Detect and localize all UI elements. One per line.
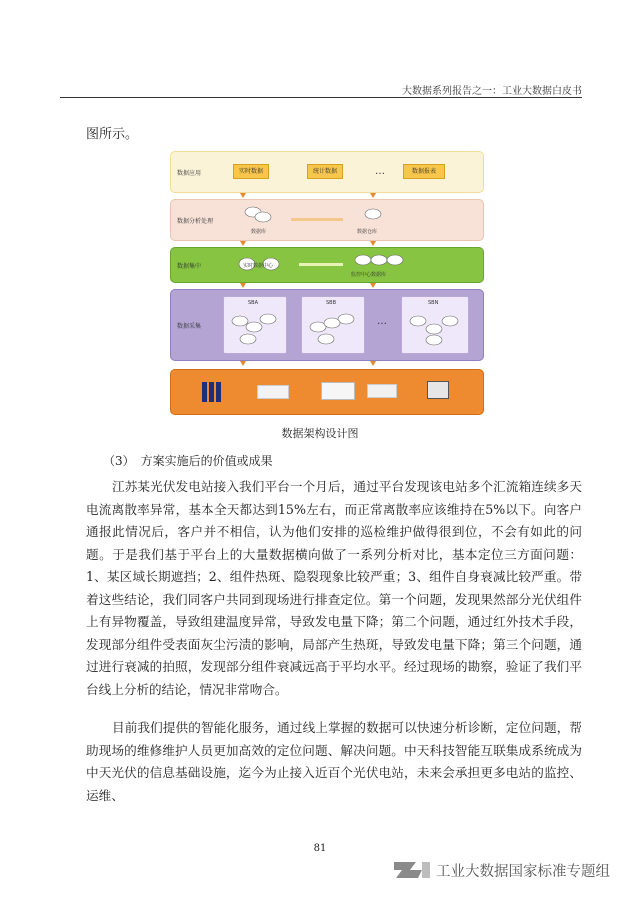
arrow-icon — [240, 283, 246, 288]
region-label: SBN — [428, 300, 439, 306]
monitor-db-icon — [353, 250, 409, 270]
realtime-center-label: 实时数据中心 — [243, 263, 274, 269]
region-sbn — [401, 296, 469, 354]
ellipsis: … — [377, 316, 387, 327]
arrow-icon — [370, 361, 376, 366]
layer-label: 数据应用 — [177, 170, 202, 177]
arrow-icon — [370, 241, 376, 246]
region-sba — [223, 296, 287, 354]
monitor-db-label: 监控中心数据库 — [351, 272, 387, 278]
layer-label: 数据集中 — [177, 263, 202, 270]
paragraph: 目前我们提供的智能化服务，通过线上掌握的数据可以快速分析诊断，定位问题，帮助现场的维修维护人员更加高效的定位问题、解决问题。中天科技智能互联集成系统成为中天光伏的信息基础设施，迄今为止接入近百个光伏电站，未来会承担更多电站的监控、运维、 — [86, 720, 582, 803]
weather-station-icon — [427, 381, 449, 399]
flow-arrow — [291, 218, 343, 221]
data-architecture-diagram — [170, 151, 486, 419]
running-header: 大数据系列报告之一：工业大数据白皮书 — [402, 86, 582, 97]
ellipsis: … — [375, 166, 385, 177]
database-icon — [243, 204, 273, 226]
arrow-icon — [370, 193, 376, 198]
region-label: SBB — [326, 300, 337, 306]
layer-devices — [170, 369, 484, 415]
collector-db-icon — [228, 309, 282, 349]
arrow-icon — [240, 193, 246, 198]
warehouse-icon — [361, 204, 385, 226]
chip-report: 数据报表 — [403, 164, 445, 179]
arrow-icon — [240, 361, 246, 366]
arrow-icon — [240, 241, 246, 246]
layer-label: 数据采集 — [177, 323, 202, 330]
layer-label: 数据分析处理 — [177, 218, 214, 225]
paragraph: 江苏某光伏发电站接入我们平台一个月后，通过平台发现该电站多个汇流箱连续多天电流离散率异常，基本全天都达到15%左右，而正常离散率应该维持在5%以下。向客户通报此情况后，客户并不相信，认为他们安排的巡检维护做得很到位，不会有如此的问题。于是我们基于平台上的大量数据横向做了一系列分析对比，基本定位三方面问题：1、某区域长期遮挡；2、组件热斑、隐裂现象比较严重；3、组件自身衰减比较严重。带着这些结论，我们同客户共同到现场进行排查定位。第一个问题，发现果然部分光伏组件上有异物覆盖，导致组建温度异常，导致发电量下降；第二个问题，通过红外技术手段，发现部分组件受表面灰尘污渍的影响，局部产生热斑，导致发电量下降；第三个问题，通过进行衰减的拍照，发现部分组件衰减远高于平均水平。经过现场的勘察，验证了我们平台线上分析的结论，情况非常吻合。 — [86, 479, 582, 697]
chip-realtime: 实时数据 — [233, 164, 269, 179]
lead-text: 图所示。 — [86, 127, 139, 142]
layer-acquisition — [170, 289, 484, 361]
header-rule — [60, 97, 582, 98]
arrow-icon — [370, 283, 376, 288]
meter-icon — [367, 384, 397, 398]
footer-brand-text: 工业大数据国家标准专题组 — [436, 864, 610, 880]
figure-caption: 数据架构设计图 — [281, 427, 359, 440]
collector-db-icon — [406, 309, 464, 349]
chip-statistics: 统计数据 — [307, 164, 343, 179]
layer-application — [170, 151, 484, 193]
collector-db-icon — [306, 309, 360, 349]
solar-panel-icon — [201, 380, 223, 404]
combiner-box-icon — [257, 385, 289, 399]
page-number: 81 — [313, 843, 327, 854]
database-label: 数据库 — [251, 229, 267, 235]
inverter-icon — [321, 382, 355, 400]
region-sbb — [301, 296, 365, 354]
region-label: SBA — [248, 300, 259, 306]
warehouse-label: 数据仓库 — [357, 229, 378, 235]
logo-icon — [392, 858, 432, 882]
section-heading: （3） 方案实施后的价值或成果 — [103, 454, 273, 468]
flow-arrow — [299, 263, 343, 266]
layer-concentration — [170, 247, 484, 283]
layer-analysis — [170, 199, 484, 241]
footer-brand — [390, 856, 620, 884]
